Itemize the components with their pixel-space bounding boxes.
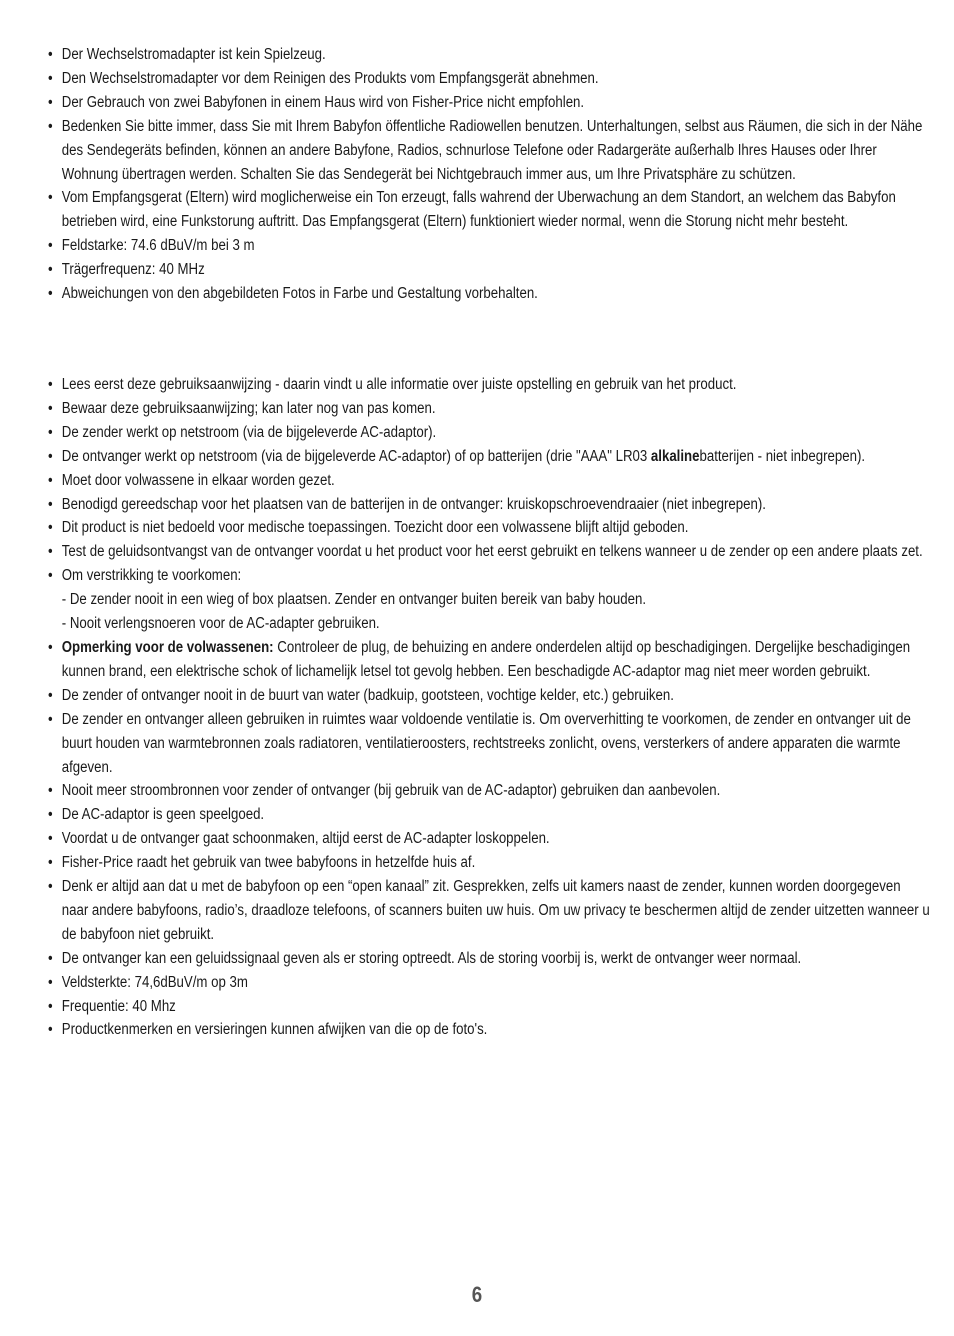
sub-item: - De zender nooit in een wieg of box plaatsen. Zender en ontvanger buiten bereik van baby houden. [61, 591, 647, 609]
list-item [48, 564, 930, 636]
list-item: • De AC-adaptor is geen speelgoed. [48, 803, 930, 827]
list-item [48, 445, 930, 469]
page-number: 6 [471, 1282, 483, 1307]
list-item: • Bewaar deze gebruiksaanwijzing; kan later nog van pas komen. [48, 397, 930, 421]
dutch-bullet-list [48, 373, 930, 1042]
list-item: • Veldsterkte: 74,6dBuV/m op 3m [48, 971, 930, 995]
list-item: • De ontvanger kan een geluidssignaal geven als er storing optreedt. Als de storing voorbij is, werkt de ontvanger weer normaal. [48, 947, 930, 971]
list-item: • De zender en ontvanger alleen gebruiken in ruimtes waar voldoende ventilatie is. Om oververhitting te voorkomen, de zender en ontvanger uit de buurt houden van warmtebronnen zoals radiatoren, ventilatieroosters, rechtstreeks zonlicht, ovens, versterkers of andere apparaten die warmte afgeven. [48, 708, 930, 780]
list-item [48, 636, 930, 684]
list-item: • Productkenmerken en versieringen kunnen afwijken van die op de foto's. [48, 1018, 930, 1042]
list-item: • Test de geluidsontvangst van de ontvanger voordat u het product voor het eerst gebruikt en telkens wanneer u de zender op een andere plaats zet. [48, 540, 930, 564]
list-item: • Dit product is niet bedoeld voor medische toepassingen. Toezicht door een volwassene blijft altijd geboden. [48, 516, 930, 540]
list-item: • Benodigd gereedschap voor het plaatsen van de batterijen in de ontvanger: kruiskopschroevendraaier (niet inbegrepen). [48, 493, 930, 517]
list-item: • Trägerfrequenz: 40 MHz [48, 258, 930, 282]
list-item: • Vom Empfangsgerat (Eltern) wird moglicherweise ein Ton erzeugt, falls wahrend der Uberwachung an dem Standort, an welchem das Babyfon betrieben wird, eine Funkstorung auftritt. Das Empfangsgerat (Eltern) funktioniert wieder normal, wenn die Storung nicht mehr besteht. [48, 186, 930, 234]
german-safety-section [48, 43, 923, 306]
list-item: • Bedenken Sie bitte immer, dass Sie mit Ihrem Babyfon öffentliche Radiowellen benutzen. Unterhaltungen, selbst aus Räumen, die sich in der Nähe des Sendegeräts befinden, können an andere Babyfone, Radios, schnurlose Telefone oder Radargeräte außerhalb Ihres Hauses oder Ihrer Wohnung übertragen werden. Schalten Sie das Sendegerät bei Nichtgebrauch immer aus, um Ihre Privatsphäre zu schützen. [48, 115, 930, 187]
sub-item: - Nooit verlengsnoeren voor de AC-adapter gebruiken. [61, 615, 380, 633]
item-bold-text: alkaline [650, 447, 700, 465]
list-item: • Lees eerst deze gebruiksaanwijzing - daarin vindt u alle informatie over juiste opstelling en gebruik van het product. [48, 373, 930, 397]
list-item: • Der Wechselstromadapter ist kein Spielzeug. [48, 43, 930, 67]
list-item: • De zender of ontvanger nooit in de buurt van water (badkuip, gootsteen, vochtige kelder, etc.) gebruiken. [48, 684, 930, 708]
list-item: • Denk er altijd aan dat u met de babyfoon op een “open kanaal” zit. Gesprekken, zelfs uit kamers naast de zender, kunnen worden doorgegeven naar andere babyfoons, radio’s, draadloze telefoons, of scanners buiten uw huis. Om uw privacy te beschermen altijd de zender uitzetten wanneer u de babyfoon niet gebruikt. [48, 875, 930, 947]
item-text: Om verstrikking te voorkomen: [61, 567, 242, 585]
list-item: • Fisher-Price raadt het gebruik van twee babyfoons in hetzelfde huis af. [48, 851, 930, 875]
item-text: Controleer de plug, de behuizing en andere onderdelen altijd op beschadigingen. Dergelijke beschadigingen kunnen brand, een elektrische schok of lichamelijk letsel tot gevolg hebben. Een beschadigde AC-adaptor mag niet meer worden gebruikt. [61, 638, 911, 680]
list-item: • Feldstarke: 74.6 dBuV/m bei 3 m [48, 234, 930, 258]
list-item: • Der Gebrauch von zwei Babyfonen in einem Haus wird von Fisher-Price nicht empfohlen. [48, 91, 930, 115]
item-text: batterijen - niet inbegrepen). [699, 447, 866, 465]
item-bold-text: Opmerking voor de volwassenen: [61, 638, 274, 656]
list-item: • Nooit meer stroombronnen voor zender of ontvanger (bij gebruik van de AC-adaptor) gebruiken dan aanbevolen. [48, 779, 930, 803]
german-bullet-list [48, 43, 923, 306]
list-item: • Abweichungen von den abgebildeten Fotos in Farbe und Gestaltung vorbehalten. [48, 282, 930, 306]
dutch-safety-section [48, 373, 930, 1042]
list-item: • Frequentie: 40 Mhz [48, 995, 930, 1019]
list-item: • Moet door volwassene in elkaar worden gezet. [48, 469, 930, 493]
list-item: • Voordat u de ontvanger gaat schoonmaken, altijd eerst de AC-adapter loskoppelen. [48, 827, 930, 851]
item-text: De ontvanger werkt op netstroom (via de bijgeleverde AC-adaptor) of op batterijen (drie "AAA" LR03 [61, 447, 651, 465]
list-item: • Den Wechselstromadapter vor dem Reinigen des Produkts vom Empfangsgerät abnehmen. [48, 67, 930, 91]
list-item: • De zender werkt op netstroom (via de bijgeleverde AC-adaptor). [48, 421, 930, 445]
